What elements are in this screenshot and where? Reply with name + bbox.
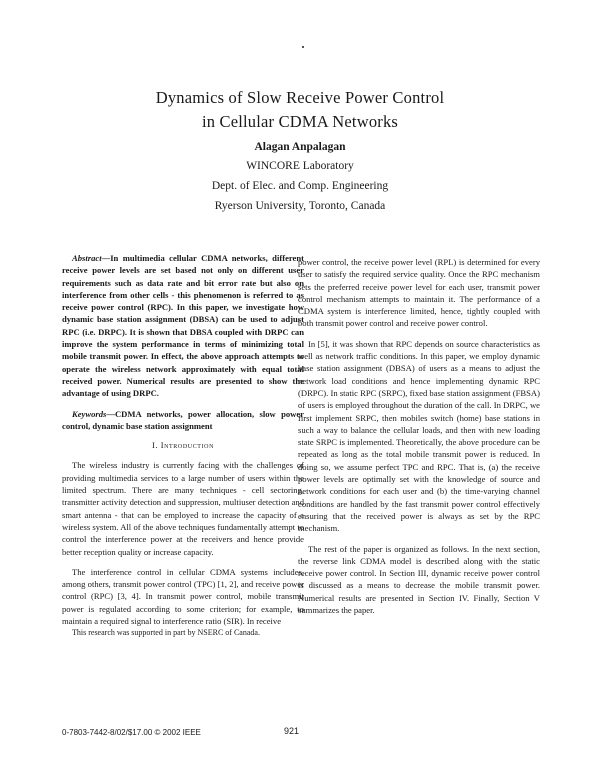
author-university: Ryerson University, Toronto, Canada xyxy=(214,200,386,212)
left-column xyxy=(62,252,304,638)
funding-footnote: This research was supported in part by NSERC of Canada. xyxy=(72,628,260,638)
author-department: Dept. of Elec. and Comp. Engineering xyxy=(211,180,389,192)
abstract xyxy=(62,252,304,400)
intro-paragraph-1: The wireless industry is currently facing with the challenges of providing multimedia services to a large number of users within the limited spectrum. There are many techniques - cell sectoring, transmitter activity detection and suppression, multiuser detection and smart antenna - that can be employed to increase the capacity of a wireless system. All of the above techniques fundamentally attempt to control the interference power at the receivers and hence provide better reception quality or increase capacity. xyxy=(62,460,304,557)
abstract-label: Abstract xyxy=(72,253,102,263)
author-lab: WINCORE Laboratory xyxy=(246,160,354,172)
copyright-notice: 0-7803-7442-8/02/$17.00 © 2002 IEEE xyxy=(62,728,201,737)
right-paragraph-1: power control, the receive power level (RPL) is determined for every user to satisfy the required service quality. Once the RPC mechanism sets the preferred receive power level for each user, transmit power control mechanism attempts to maintain it. The performance of a CDMA system is interference limited, hence, tightly coupled with both transmit power control and receive power control. xyxy=(298,257,540,329)
right-paragraph-2: In [5], it was shown that RPC depends on source characteristics as well as network traffic conditions. In this paper, we employ dynamic base station assignment (DBSA) of users as a means to adjust the network load conditions and hence implementing dynamic RPC (DRPC). In static RPC (SRPC), fixed base station assignment (FBSA) of users is employed throughout the duration of the call. In DRPC, we first implement SRPC, then mobiles switch (home) base stations in such a way to balance the cellular loads, and then with new loading state SRPC is implemented. Theoretically, the above procedure can be repeated as long as the total mobile transmit power is reduced. In doing so, we assume perfect TPC and RPC. That is, (a) the receive power levels are optimally set with the knowledge of source and network conditions for each user and (b) the time-varying channel conditions are handled by the fast transmit power control effectively ensuring that the received power is always as set by the RPC mechanism. xyxy=(298,338,540,534)
paper-title-line-1: Dynamics of Slow Receive Power Control xyxy=(155,88,445,107)
author-name: Alagan Anpalagan xyxy=(254,141,346,153)
keywords xyxy=(62,408,304,433)
right-column xyxy=(298,256,540,616)
keywords-text: —CDMA networks, power allocation, slow power control, dynamic base station assignment xyxy=(62,408,304,431)
keywords-label: Keywords xyxy=(72,408,107,419)
intro-paragraph-2: The interference control in cellular CDMA systems includes, among others, transmit power control (TPC) [1, 2], and receive power control (RPC) [3, 4]. In transmit power control, mobile transmit power is regulated according to some criterion; for example, to maintain a required signal to interference ratio (SIR). In receive xyxy=(62,566,304,627)
right-paragraph-3: The rest of the paper is organized as follows. In the next section, the reverse link CDMA model is described along with the static receive power control. In Section III, dynamic receive power control is discussed as a means to decrease the mobile transmit power. Numerical results are presented in Section IV. Finally, Section V summarizes the paper. xyxy=(298,543,540,616)
paper-title-line-2: in Cellular CDMA Networks xyxy=(201,112,399,131)
section-heading-introduction: I. Introduction xyxy=(151,441,215,451)
abstract-text: —In multimedia cellular CDMA networks, different receive power levels are set based not only on different user requirements such as data rate and bit error rate but also on interference from other cells - this phenomenon is referred to as receive power control (RPC). In this paper, we investigate how dynamic base station assignment (DBSA) can be used to adjust RPC (i.e. DRPC). It is shown that DBSA coupled with DRPC can improve the system performance in terms of minimizing total mobile transmit power. In effect, the above approach attempts to operate the wireless network approximately with equal total received power. Numerical results are presented to show the advantage of using DRPC. xyxy=(62,253,304,399)
scan-dot xyxy=(302,46,304,48)
page-number: 921 xyxy=(284,726,300,736)
